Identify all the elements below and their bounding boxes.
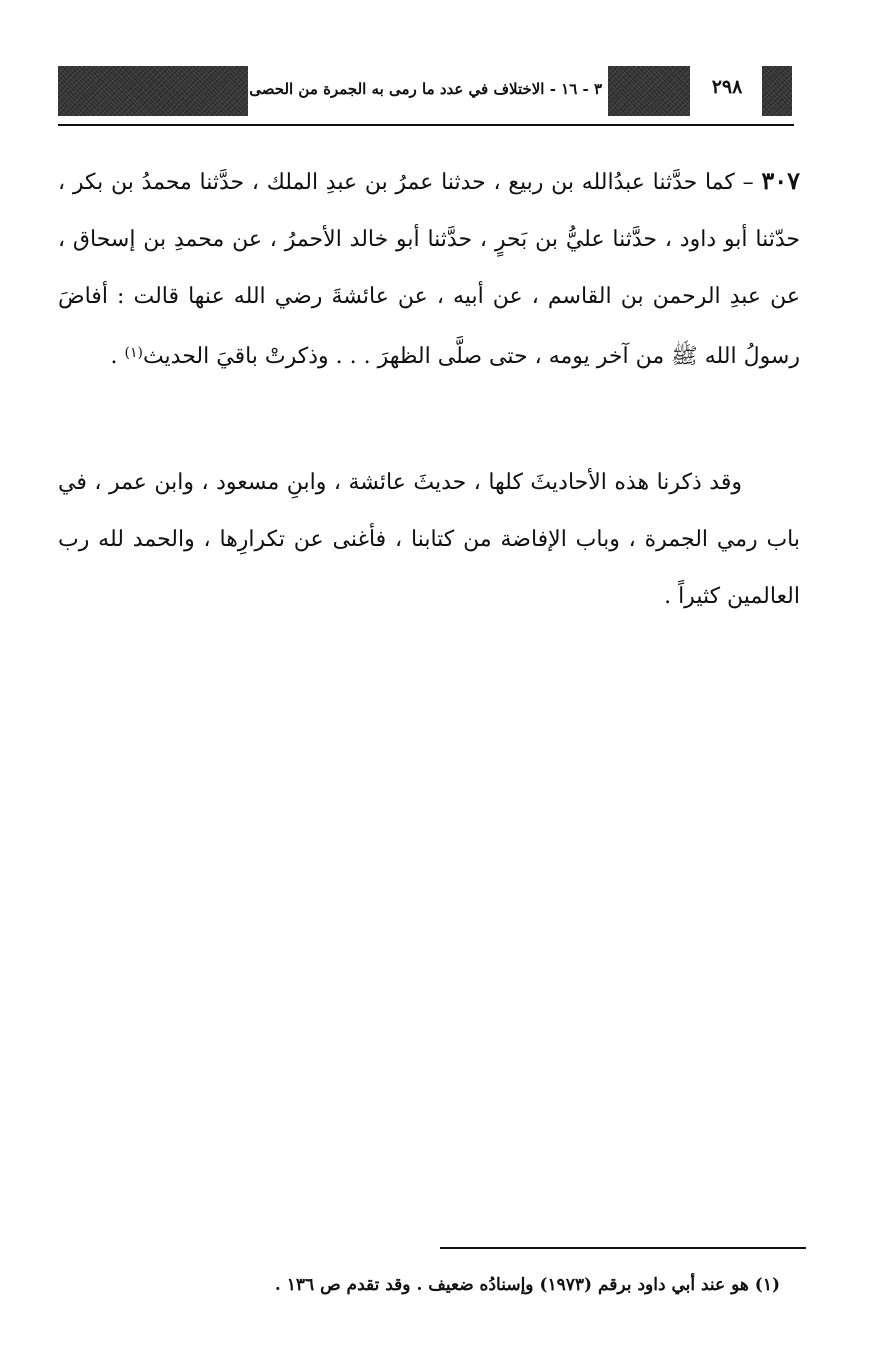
hadith-number: ٣٠٧ [761, 166, 800, 195]
header-decorative-block-left [58, 66, 248, 116]
page-number: ٢٩٨ [711, 76, 743, 98]
footnote: (١) هو عند أبي داود برقم (١٩٧٣) وإسنادُه ضعيف . وقد تقدم ص ١٣٦ . [274, 1275, 780, 1295]
hadith-text: – كما حدَّثنا عبدُالله بن ربيع ، حدثنا عمرُ بن عبدِ الملك ، حدَّثنا محمدُ بن بكر ، حدّثنا أبو داود ، حدَّثنا عليُّ بن بَحرٍ ، حدَّثنا أبو خالد الأحمرُ ، عن محمدِ بن إسحاق ، عن عبدِ الرحمن بن القاسم ، عن أبيه ، عن عائشةَ رضي الله عنها قالت : أفاضَ رسولُ الله ﷺ من آخر يومه ، حتى صلَّى الظهرَ . . . وذكرتْ باقيَ الحديث [58, 170, 800, 369]
closing-paragraph: وقد ذكرنا هذه الأحاديثَ كلها ، حديثَ عائشة ، وابنِ مسعود ، وابن عمر ، في باب رمي الجمرة ، وباب الإفاضة من كتابنا ، فأغنى عن تكرارِها ، والحمد لله رب العالمين كثيراً . [58, 470, 800, 609]
hadith-paragraph [58, 152, 800, 385]
header-rule [58, 124, 794, 126]
footnote-rule [440, 1247, 806, 1249]
chapter-title: ٣ - ١٦ - الاختلاف في عدد ما رمى به الجمرة من الحصى [249, 80, 602, 98]
header-decorative-block-right [762, 66, 792, 116]
hadith-end-punctuation: . [110, 344, 125, 369]
footnote-reference[interactable]: (١) [124, 345, 143, 361]
running-header [58, 62, 794, 120]
header-decorative-block-middle [608, 66, 690, 116]
